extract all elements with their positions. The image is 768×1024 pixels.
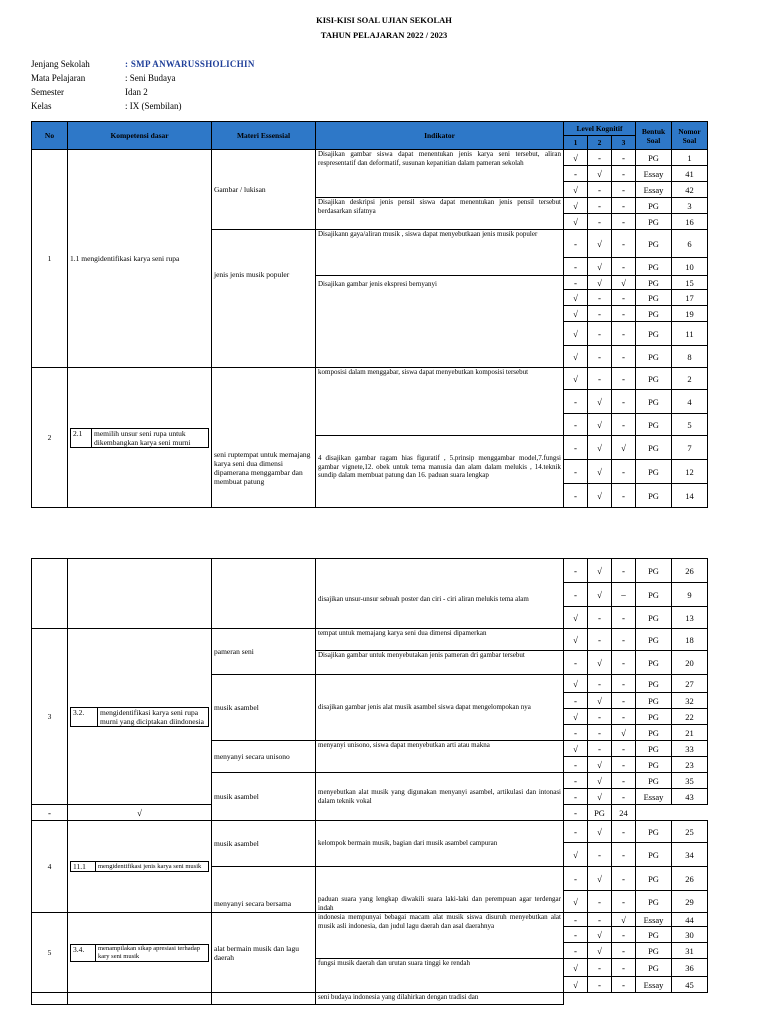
- question-number: 16: [672, 214, 708, 230]
- level-3-mark: √: [612, 436, 636, 460]
- level-1-mark: √: [564, 977, 588, 993]
- level-3-mark: -: [612, 346, 636, 368]
- row-no-empty: [32, 993, 68, 1005]
- level-1-mark: √: [564, 368, 588, 390]
- materi-cell: menyanyi secara bersama: [212, 867, 316, 913]
- table-row: [32, 993, 708, 1005]
- question-type: PG: [636, 460, 672, 484]
- level-1-mark: √: [564, 346, 588, 368]
- meta-value: Idan 2: [125, 87, 148, 97]
- question-type: PG: [636, 725, 672, 741]
- level-2-mark: √: [588, 559, 612, 583]
- page-gap: [0, 512, 768, 556]
- indicator-cell: menyebutkan alat musik yang digunakan menyanyi asambel, artikulasi dan intonasi dalam teknik vokal: [316, 773, 564, 821]
- level-3-mark: -: [612, 693, 636, 709]
- materi-empty: [212, 559, 316, 629]
- level-2-mark: -: [588, 150, 612, 166]
- question-number: 10: [672, 258, 708, 276]
- question-number: 12: [672, 460, 708, 484]
- question-type: PG: [636, 484, 672, 508]
- col-header-level-2: 2: [588, 136, 612, 150]
- level-3-mark: -: [612, 166, 636, 182]
- question-number: 27: [672, 675, 708, 693]
- level-3-mark: -: [612, 843, 636, 867]
- meta-key: Jenjang Sekolah: [31, 59, 90, 69]
- level-2-mark: √: [588, 230, 612, 258]
- question-number: 2: [672, 368, 708, 390]
- level-3-mark: √: [612, 725, 636, 741]
- level-3-mark: -: [612, 943, 636, 959]
- indicator-cell: paduan suara yang lengkap diwakili suara laki-laki dan perempuan agar terdengar indah: [316, 867, 564, 913]
- level-3-mark: –: [612, 583, 636, 607]
- level-2-mark: -: [588, 290, 612, 306]
- level-1-mark: -: [564, 867, 588, 891]
- question-type: PG: [636, 607, 672, 629]
- question-number: 5: [672, 414, 708, 436]
- level-1-mark: √: [564, 709, 588, 725]
- question-number: 19: [672, 306, 708, 322]
- question-number: 45: [672, 977, 708, 993]
- level-1-mark: -: [564, 773, 588, 789]
- level-2-mark: -: [588, 306, 612, 322]
- level-1-mark: -: [564, 583, 588, 607]
- question-type: PG: [636, 891, 672, 913]
- question-number: 4: [672, 390, 708, 414]
- question-type: PG: [636, 346, 672, 368]
- indicator-cell: tempat untuk memajang karya seni dua dimensi dipamerkan: [316, 629, 564, 651]
- level-1-mark: √: [564, 843, 588, 867]
- level-3-mark: -: [612, 675, 636, 693]
- question-type: PG: [636, 693, 672, 709]
- materi-cell: alat bermain musik dan lagu daerah: [212, 913, 316, 993]
- level-1-mark: -: [564, 725, 588, 741]
- level-1-mark: -: [564, 484, 588, 508]
- materi-cell: musik asambel: [212, 821, 316, 867]
- question-type: PG: [636, 959, 672, 977]
- level-2-mark: -: [588, 182, 612, 198]
- level-1-mark: -: [564, 276, 588, 290]
- level-2-mark: √: [588, 276, 612, 290]
- level-1-mark: √: [564, 607, 588, 629]
- question-type: PG: [636, 290, 672, 306]
- question-type: PG: [636, 198, 672, 214]
- level-3-mark: -: [612, 789, 636, 805]
- level-2-mark: -: [588, 977, 612, 993]
- level-3-mark: -: [612, 977, 636, 993]
- question-number: 42: [672, 182, 708, 198]
- level-2-mark: √: [588, 460, 612, 484]
- question-type: PG: [636, 150, 672, 166]
- question-type: PG: [636, 927, 672, 943]
- table-row: [32, 821, 708, 843]
- question-type: PG: [636, 843, 672, 867]
- level-1-mark: √: [564, 214, 588, 230]
- competency-cell: [68, 629, 212, 805]
- level-3-mark: -: [612, 559, 636, 583]
- level-1-mark: √: [564, 306, 588, 322]
- meta-key: Mata Pelajaran: [31, 73, 86, 83]
- meta-value-school: : SMP ANWARUSSHOLICHIN: [125, 59, 255, 69]
- level-2-mark: √: [588, 927, 612, 943]
- level-3-mark: -: [612, 629, 636, 651]
- level-1-mark: -: [32, 805, 68, 821]
- level-2-mark: √: [588, 773, 612, 789]
- question-type: PG: [636, 651, 672, 675]
- kd-number: 3.4.: [71, 944, 96, 961]
- row-no: 4: [32, 821, 68, 913]
- materi-cell: seni ruptempat untuk memajang karya seni dua dimensi dipamerana menggambar dan membuat patung: [212, 368, 316, 508]
- level-2-mark: √: [588, 651, 612, 675]
- question-type: PG: [636, 867, 672, 891]
- level-3-mark: -: [612, 773, 636, 789]
- indicator-cell: Disajikan gambar jenis ekspresi bernyanyi: [316, 276, 564, 368]
- level-1-mark: -: [564, 927, 588, 943]
- competency-cell: [68, 821, 212, 913]
- level-1-mark: -: [564, 258, 588, 276]
- level-2-mark: √: [588, 789, 612, 805]
- meta-value: : Seni Budaya: [125, 73, 176, 83]
- level-2-mark: √: [588, 821, 612, 843]
- table-row: [32, 368, 708, 390]
- question-type: PG: [636, 757, 672, 773]
- competency-cell: 1.1 mengidentifikasi karya seni rupa: [68, 150, 212, 368]
- question-number: 1: [672, 150, 708, 166]
- level-3-mark: -: [612, 230, 636, 258]
- level-1-mark: √: [564, 741, 588, 757]
- level-3-mark: -: [612, 460, 636, 484]
- meta-key: Semester: [31, 87, 64, 97]
- question-type: PG: [636, 709, 672, 725]
- question-number: 3: [672, 198, 708, 214]
- level-1-mark: -: [564, 651, 588, 675]
- competency-empty: [68, 993, 212, 1005]
- level-2-mark: -: [588, 741, 612, 757]
- question-type: PG: [636, 943, 672, 959]
- level-1-mark: √: [564, 891, 588, 913]
- question-type: PG: [636, 821, 672, 843]
- level-3-mark: -: [612, 182, 636, 198]
- question-number: 32: [672, 693, 708, 709]
- kisi-kisi-table-page-1: [31, 121, 708, 508]
- level-3-mark: -: [612, 741, 636, 757]
- level-1-mark: -: [564, 230, 588, 258]
- question-type: PG: [636, 629, 672, 651]
- question-number: 44: [672, 913, 708, 927]
- document-title: KISI-KISI SOAL UJIAN SEKOLAH: [316, 15, 452, 25]
- question-number: 35: [672, 773, 708, 789]
- meta-row: [31, 85, 255, 99]
- materi-cell: pameran seni: [212, 629, 316, 675]
- question-type: Essay: [636, 789, 672, 805]
- indicator-cell: disajikan unsur-unsur sebuah poster dan ciri - ciri aliran melukis tema alam: [316, 559, 564, 629]
- kd-number: 3.2.: [71, 707, 98, 726]
- question-number: 36: [672, 959, 708, 977]
- question-type: Essay: [636, 166, 672, 182]
- question-number: 24: [612, 805, 636, 821]
- level-1-mark: -: [564, 943, 588, 959]
- meta-key: Kelas: [31, 101, 52, 111]
- level-2-mark: -: [588, 346, 612, 368]
- row-no-empty: [32, 559, 68, 629]
- level-3-mark: -: [612, 322, 636, 346]
- table-row: [32, 913, 708, 927]
- question-type: PG: [636, 583, 672, 607]
- question-type: PG: [636, 559, 672, 583]
- meta-info: [31, 57, 255, 113]
- competency-inner: [70, 428, 209, 448]
- row-no: 1: [32, 150, 68, 368]
- level-1-mark: √: [564, 290, 588, 306]
- row-no: 5: [32, 913, 68, 993]
- level-3-mark: -: [612, 368, 636, 390]
- col-header-level: Level Kognitif: [564, 122, 636, 136]
- level-3-mark: -: [612, 258, 636, 276]
- question-number: 34: [672, 843, 708, 867]
- kd-text: mengidentifikasi jenis karya seni musik: [96, 862, 209, 872]
- level-1-mark: -: [564, 757, 588, 773]
- question-number: 18: [672, 629, 708, 651]
- level-3-mark: -: [612, 891, 636, 913]
- question-number: 8: [672, 346, 708, 368]
- level-3-mark: -: [612, 484, 636, 508]
- question-number: 20: [672, 651, 708, 675]
- indicator-cell: komposisi dalam menggabar, siswa dapat menyebutkan komposisi tersebut: [316, 368, 564, 436]
- question-type: Essay: [636, 977, 672, 993]
- materi-cell: menyanyi secara unisono: [212, 741, 316, 773]
- level-1-mark: -: [564, 166, 588, 182]
- level-1-mark: -: [564, 436, 588, 460]
- question-type: PG: [636, 214, 672, 230]
- level-2-mark: √: [588, 943, 612, 959]
- level-2-mark: -: [588, 368, 612, 390]
- level-1-mark: √: [564, 675, 588, 693]
- question-type: Essay: [636, 182, 672, 198]
- indicator-cell: Disajikan gambar untuk menyebutakan jenis pameran dri gambar tersebut: [316, 651, 564, 675]
- kd-text: menampilakan sikap apresiasi terhadap kary seni musik: [96, 944, 209, 961]
- kd-text: memilih unsur seni rupa untuk dikembangkan karya seni murni: [92, 428, 209, 447]
- level-3-mark: -: [612, 214, 636, 230]
- competency-cell: [68, 913, 212, 993]
- question-number: 13: [672, 607, 708, 629]
- question-number: 30: [672, 927, 708, 943]
- question-number: 7: [672, 436, 708, 460]
- question-type: PG: [636, 306, 672, 322]
- document-subtitle: TAHUN PELAJARAN 2022 / 2023: [320, 30, 448, 40]
- level-3-mark: -: [612, 959, 636, 977]
- question-number: 6: [672, 230, 708, 258]
- question-number: 21: [672, 725, 708, 741]
- indicator-cell: 4 disajikan gambar ragam hias figuratif , 5.prinsip menggambar model,7.fungsi gambar vignete,12. obek untuk tema manusia dan alam dalam melukis , 14.teknik sundip dalam membuat patung dan 16. paduan suara lengkap: [316, 436, 564, 508]
- meta-row: [31, 57, 255, 71]
- level-3-mark: -: [612, 867, 636, 891]
- kd-text: mengidentifikasi karya seni rupa murni yang diciptakan diindonesia: [98, 707, 209, 726]
- level-2-mark: -: [588, 198, 612, 214]
- level-2-mark: √: [588, 757, 612, 773]
- level-2-mark: -: [588, 675, 612, 693]
- row-no: 2: [32, 368, 68, 508]
- level-2-mark: -: [588, 891, 612, 913]
- col-header-level-1: 1: [564, 136, 588, 150]
- question-number: 31: [672, 943, 708, 959]
- table-row: [32, 629, 708, 651]
- question-type: PG: [636, 414, 672, 436]
- level-2-mark: √: [588, 867, 612, 891]
- competency-inner: [70, 861, 209, 872]
- question-number: 17: [672, 290, 708, 306]
- level-2-mark: √: [588, 166, 612, 182]
- level-2-mark: -: [588, 607, 612, 629]
- level-3-mark: -: [612, 414, 636, 436]
- question-number: 14: [672, 484, 708, 508]
- level-1-mark: √: [564, 629, 588, 651]
- level-3-mark: √: [612, 276, 636, 290]
- competency-cell: [68, 368, 212, 508]
- level-2-mark: -: [588, 629, 612, 651]
- kd-number: 2.1: [71, 428, 92, 447]
- level-3-mark: -: [612, 306, 636, 322]
- competency-inner: [70, 944, 209, 962]
- question-type: PG: [636, 230, 672, 258]
- question-type: PG: [588, 805, 612, 821]
- competency-inner: [70, 707, 209, 727]
- question-type: PG: [636, 436, 672, 460]
- question-type: PG: [636, 741, 672, 757]
- level-3-mark: -: [612, 150, 636, 166]
- indicator-cell: indonesia mempunyai bebagai macam alat musik siswa disuruh menyebutkan alat musik asli indonesia, dan judul lagu daerah dan asal daerahnya: [316, 913, 564, 959]
- question-number: 26: [672, 867, 708, 891]
- indicator-cell: disajikan gambar jenis alat musik asambel siswa dapat mengelompokan nya: [316, 675, 564, 741]
- level-1-mark: √: [564, 198, 588, 214]
- question-number: 15: [672, 276, 708, 290]
- question-type: PG: [636, 368, 672, 390]
- question-number: 41: [672, 166, 708, 182]
- level-1-mark: -: [564, 460, 588, 484]
- table-row: [32, 150, 708, 166]
- question-number: 33: [672, 741, 708, 757]
- level-3-mark: -: [564, 805, 588, 821]
- indicator-cell: Disajikan gambar siswa dapat menentukan jenis karya seni tersebut, aliran respresentatif dan deformatif, susunan kepanitian dalam pameran sekolah: [316, 150, 564, 198]
- level-2-mark: √: [588, 583, 612, 607]
- level-3-mark: -: [612, 821, 636, 843]
- level-2-mark: √: [588, 693, 612, 709]
- col-header-kd: Kompetensi dasar: [68, 122, 212, 150]
- question-number: 23: [672, 757, 708, 773]
- question-number: 11: [672, 322, 708, 346]
- level-1-mark: -: [564, 913, 588, 927]
- level-3-mark: -: [612, 607, 636, 629]
- question-type: PG: [636, 390, 672, 414]
- level-3-mark: √: [612, 913, 636, 927]
- level-1-mark: -: [564, 821, 588, 843]
- meta-row: [31, 99, 255, 113]
- level-3-mark: -: [612, 290, 636, 306]
- kisi-kisi-table-page-2: [31, 558, 708, 1005]
- level-2-mark: -: [588, 843, 612, 867]
- col-header-bentuk: Bentuk Soal: [636, 122, 672, 150]
- indicator-cell: Disajikann gaya/aliran musik , siswa dapat menyebutkaan jenis musik populer: [316, 230, 564, 276]
- table-row: [32, 559, 708, 583]
- level-3-mark: -: [612, 390, 636, 414]
- col-header-indikator: Indikator: [316, 122, 564, 150]
- level-2-mark: -: [588, 214, 612, 230]
- meta-row: [31, 71, 255, 85]
- question-type: PG: [636, 773, 672, 789]
- row-no: 3: [32, 629, 68, 805]
- question-type: PG: [636, 258, 672, 276]
- level-3-mark: -: [612, 757, 636, 773]
- document-page-2: [0, 556, 768, 1024]
- col-header-no: No: [32, 122, 68, 150]
- question-type: Essay: [636, 913, 672, 927]
- level-3-mark: -: [612, 927, 636, 943]
- level-2-mark: √: [588, 390, 612, 414]
- kd-number: 11.1: [71, 862, 96, 872]
- level-1-mark: -: [564, 693, 588, 709]
- materi-cell: musik asambel: [212, 773, 316, 821]
- level-2-mark: -: [588, 322, 612, 346]
- level-1-mark: -: [564, 414, 588, 436]
- level-2-mark: -: [588, 913, 612, 927]
- level-2-mark: -: [588, 959, 612, 977]
- level-2-mark: √: [588, 484, 612, 508]
- indicator-cell: fungsi musik daerah dan urutan suara tinggi ke rendah: [316, 959, 564, 993]
- col-header-level-3: 3: [612, 136, 636, 150]
- level-1-mark: -: [564, 789, 588, 805]
- level-1-mark: √: [564, 182, 588, 198]
- level-2-mark: √: [588, 414, 612, 436]
- level-3-mark: -: [612, 198, 636, 214]
- level-3-mark: -: [612, 651, 636, 675]
- materi-cell: musik asambel: [212, 675, 316, 741]
- question-number: 22: [672, 709, 708, 725]
- level-1-mark: -: [564, 390, 588, 414]
- indicator-cell: Disajikan deskripsi jenis pensil siswa dapat menentukan jenis pensil tersebut berdasarkan sifatnya: [316, 198, 564, 230]
- col-header-materi: Materi Essensial: [212, 122, 316, 150]
- materi-cell: Gambar / lukisan: [212, 150, 316, 230]
- indicator-cell: menyanyi unisono, siswa dapat menyebutkan arti atau makna: [316, 741, 564, 773]
- level-1-mark: √: [564, 322, 588, 346]
- level-2-mark: √: [68, 805, 212, 821]
- indicator-cell: kelompok bermain musik, bagian dari musik asambel campuran: [316, 821, 564, 867]
- question-number: 26: [672, 559, 708, 583]
- col-header-nomor: Nomor Soal: [672, 122, 708, 150]
- question-number: 9: [672, 583, 708, 607]
- level-1-mark: √: [564, 150, 588, 166]
- level-1-mark: √: [564, 959, 588, 977]
- level-2-mark: √: [588, 436, 612, 460]
- question-number: 29: [672, 891, 708, 913]
- competency-empty: [68, 559, 212, 629]
- level-1-mark: -: [564, 559, 588, 583]
- level-2-mark: -: [588, 725, 612, 741]
- level-3-mark: -: [612, 709, 636, 725]
- question-type: PG: [636, 322, 672, 346]
- materi-empty: [212, 993, 316, 1005]
- question-number: 25: [672, 821, 708, 843]
- materi-cell: jenis jenis musik populer: [212, 230, 316, 368]
- question-type: PG: [636, 276, 672, 290]
- question-type: PG: [636, 675, 672, 693]
- meta-value: : IX (Sembilan): [125, 101, 182, 111]
- level-2-mark: √: [588, 258, 612, 276]
- indicator-cell: seni budaya indonesia yang dilahirkan dengan tradisi dan: [316, 993, 564, 1005]
- question-number: 43: [672, 789, 708, 805]
- level-2-mark: -: [588, 709, 612, 725]
